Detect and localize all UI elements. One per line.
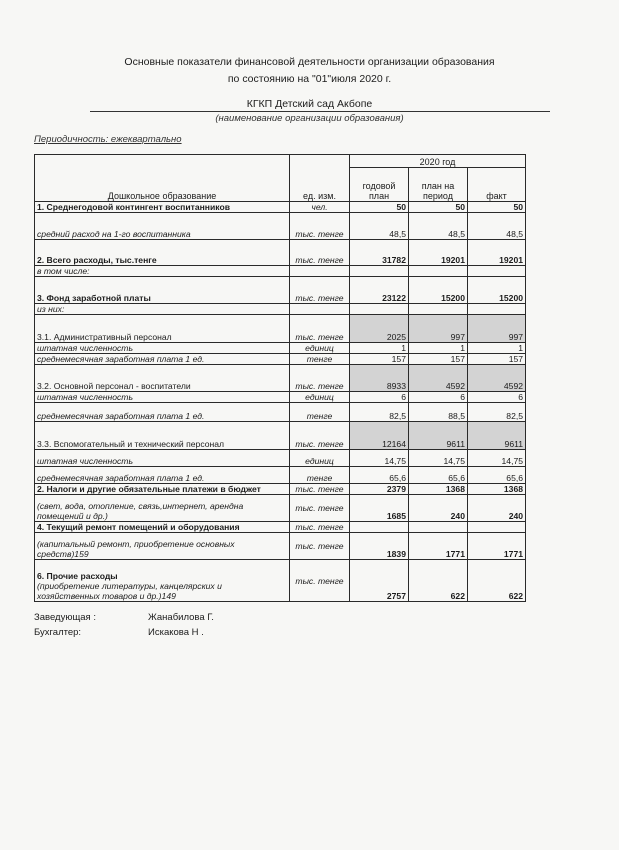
- row-name: 3. Фонд заработной платы: [35, 277, 290, 304]
- row-fact: 1: [468, 343, 526, 354]
- row-plan: 23122: [350, 277, 409, 304]
- table-row: [35, 467, 526, 484]
- row-plan: [350, 522, 409, 533]
- row-plan: 2379: [350, 484, 409, 495]
- signature-accountant: [34, 627, 334, 642]
- row-fact: 240: [468, 495, 526, 522]
- signature-role: Заведующая :: [34, 612, 96, 623]
- header-fact: факт: [468, 168, 526, 202]
- signature-head: [34, 612, 334, 627]
- row-period: 19201: [409, 240, 468, 266]
- table-row: [35, 450, 526, 467]
- org-note: (наименование организации образования): [215, 113, 404, 124]
- finance-table: [34, 154, 526, 602]
- row-name: 3.2. Основной персонал - воспитатели: [35, 365, 290, 392]
- table-row: [35, 533, 526, 560]
- row-fact: [468, 266, 526, 277]
- row-name: среднемесячная заработная плата 1 ед.: [35, 467, 290, 484]
- row-name: штатная численность: [35, 343, 290, 354]
- table-row: [35, 213, 526, 240]
- row-unit: тыс. тенге: [290, 277, 350, 304]
- row-unit: тыс. тенге: [290, 533, 350, 560]
- row-period: 88,5: [409, 403, 468, 422]
- row-plan: 65,6: [350, 467, 409, 484]
- table-row: [35, 495, 526, 522]
- table-row: [35, 422, 526, 450]
- row-period: 9611: [409, 422, 468, 450]
- row-name: 3.3. Вспомогательный и технический персонал: [35, 422, 290, 450]
- row-name-group: [35, 560, 290, 602]
- row-unit: чел.: [290, 202, 350, 213]
- table-row: [35, 522, 526, 533]
- row-unit: [290, 266, 350, 277]
- row-unit: тыс. тенге: [290, 495, 350, 522]
- row-unit: тыс. тенге: [290, 315, 350, 343]
- row-fact: 4592: [468, 365, 526, 392]
- row-fact: 1368: [468, 484, 526, 495]
- row-period: [409, 266, 468, 277]
- table-row: [35, 403, 526, 422]
- row-fact: 50: [468, 202, 526, 213]
- signature-role: Бухгалтер:: [34, 627, 82, 638]
- header-section: Дошкольное образование: [35, 155, 290, 202]
- row-fact: [468, 304, 526, 315]
- signatures: [34, 612, 334, 642]
- row-fact: 622: [468, 560, 526, 602]
- table-row: [35, 240, 526, 266]
- signature-name: Жанабилова Г.: [148, 612, 214, 623]
- header-plan-year: годовой план: [350, 168, 409, 202]
- row-plan: 1839: [350, 533, 409, 560]
- row-plan: [350, 304, 409, 315]
- row-unit: тыс. тенге: [290, 365, 350, 392]
- row-plan: 2757: [350, 560, 409, 602]
- row-plan: 48,5: [350, 213, 409, 240]
- table-row: [35, 277, 526, 304]
- table-row: [35, 304, 526, 315]
- row-unit: тыс. тенге: [290, 422, 350, 450]
- org-name: КГКП Детский сад Акбопе: [246, 98, 373, 110]
- row-name: 1. Среднегодовой контингент воспитанников: [35, 202, 290, 213]
- row-plan: 50: [350, 202, 409, 213]
- table-row: [35, 266, 526, 277]
- row-period: 6: [409, 392, 468, 403]
- row-name: в том числе:: [35, 266, 290, 277]
- row-fact: 1771: [468, 533, 526, 560]
- row-name: 2. Всего расходы, тыс.тенге: [35, 240, 290, 266]
- row-period: 15200: [409, 277, 468, 304]
- row-period: 4592: [409, 365, 468, 392]
- row-unit: тыс. тенге: [290, 522, 350, 533]
- row-fact: 48,5: [468, 213, 526, 240]
- row-plan: 8933: [350, 365, 409, 392]
- header-unit: ед. изм.: [290, 155, 350, 202]
- row-name: среднемесячная заработная плата 1 ед.: [35, 403, 290, 422]
- table-row: [35, 343, 526, 354]
- signature-name: Искакова Н .: [148, 627, 204, 638]
- row-period: 622: [409, 560, 468, 602]
- row-unit: [290, 304, 350, 315]
- row-name: 3.1. Административный персонал: [35, 315, 290, 343]
- row-name: 2. Налоги и другие обязательные платежи в бюджет: [35, 484, 290, 495]
- row-plan: 1685: [350, 495, 409, 522]
- row-name-detail: (приобретение литературы, канцелярских и хозяйственных товаров и др.)149: [37, 581, 222, 601]
- row-unit: тыс. тенге: [290, 484, 350, 495]
- row-plan: 82,5: [350, 403, 409, 422]
- row-period: 1368: [409, 484, 468, 495]
- row-fact: 82,5: [468, 403, 526, 422]
- row-period: 50: [409, 202, 468, 213]
- table-row: [35, 354, 526, 365]
- row-period: 997: [409, 315, 468, 343]
- table-row: [35, 365, 526, 392]
- row-period: 14,75: [409, 450, 468, 467]
- row-fact: 997: [468, 315, 526, 343]
- table-row: [35, 202, 526, 213]
- row-period: 1: [409, 343, 468, 354]
- row-fact: 65,6: [468, 467, 526, 484]
- row-plan: 12164: [350, 422, 409, 450]
- row-name: средний расход на 1-го воспитанника: [35, 213, 290, 240]
- row-plan: 31782: [350, 240, 409, 266]
- row-fact: [468, 522, 526, 533]
- row-unit: единиц: [290, 343, 350, 354]
- row-plan: 6: [350, 392, 409, 403]
- row-fact: 6: [468, 392, 526, 403]
- table-row: [35, 315, 526, 343]
- row-name: из них:: [35, 304, 290, 315]
- row-unit: единиц: [290, 392, 350, 403]
- header-year: 2020 год: [350, 155, 526, 168]
- row-period: 1771: [409, 533, 468, 560]
- row-name: (капитальный ремонт, приобретение основных средств)159: [35, 533, 290, 560]
- row-fact: 9611: [468, 422, 526, 450]
- report-date: по состоянию на "01"июля 2020 г.: [227, 73, 392, 85]
- row-unit: тенге: [290, 467, 350, 484]
- row-plan: [350, 266, 409, 277]
- row-plan: 157: [350, 354, 409, 365]
- table-row: [35, 392, 526, 403]
- table-row: [35, 484, 526, 495]
- row-unit: тыс. тенге: [290, 240, 350, 266]
- row-plan: 2025: [350, 315, 409, 343]
- row-name: 4. Текущий ремонт помещений и оборудования: [35, 522, 290, 533]
- table-row: [35, 560, 526, 602]
- header-plan-period: план на период: [409, 168, 468, 202]
- row-unit: тыс. тенге: [290, 213, 350, 240]
- periodicity: Периодичность: ежеквартально: [34, 134, 182, 145]
- row-name: среднемесячная заработная плата 1 ед.: [35, 354, 290, 365]
- row-plan: 1: [350, 343, 409, 354]
- row-period: 48,5: [409, 213, 468, 240]
- row-unit: тенге: [290, 354, 350, 365]
- row-fact: 19201: [468, 240, 526, 266]
- row-plan: 14,75: [350, 450, 409, 467]
- row-period: [409, 304, 468, 315]
- row-name: (свет, вода, отопление, связь,интернет, арендна помещений и др.): [35, 495, 290, 522]
- row-fact: 14,75: [468, 450, 526, 467]
- row-fact: 15200: [468, 277, 526, 304]
- row-unit: тыс. тенге: [290, 560, 350, 602]
- row-name: штатная численность: [35, 392, 290, 403]
- row-period: 240: [409, 495, 468, 522]
- row-period: 65,6: [409, 467, 468, 484]
- row-name: 6. Прочие расходы: [37, 571, 118, 581]
- report-title: Основные показатели финансовой деятельности организации образования: [124, 56, 495, 68]
- row-period: 157: [409, 354, 468, 365]
- org-underline: [90, 111, 550, 112]
- row-unit: единиц: [290, 450, 350, 467]
- row-fact: 157: [468, 354, 526, 365]
- row-unit: тенге: [290, 403, 350, 422]
- row-name: штатная численность: [35, 450, 290, 467]
- row-period: [409, 522, 468, 533]
